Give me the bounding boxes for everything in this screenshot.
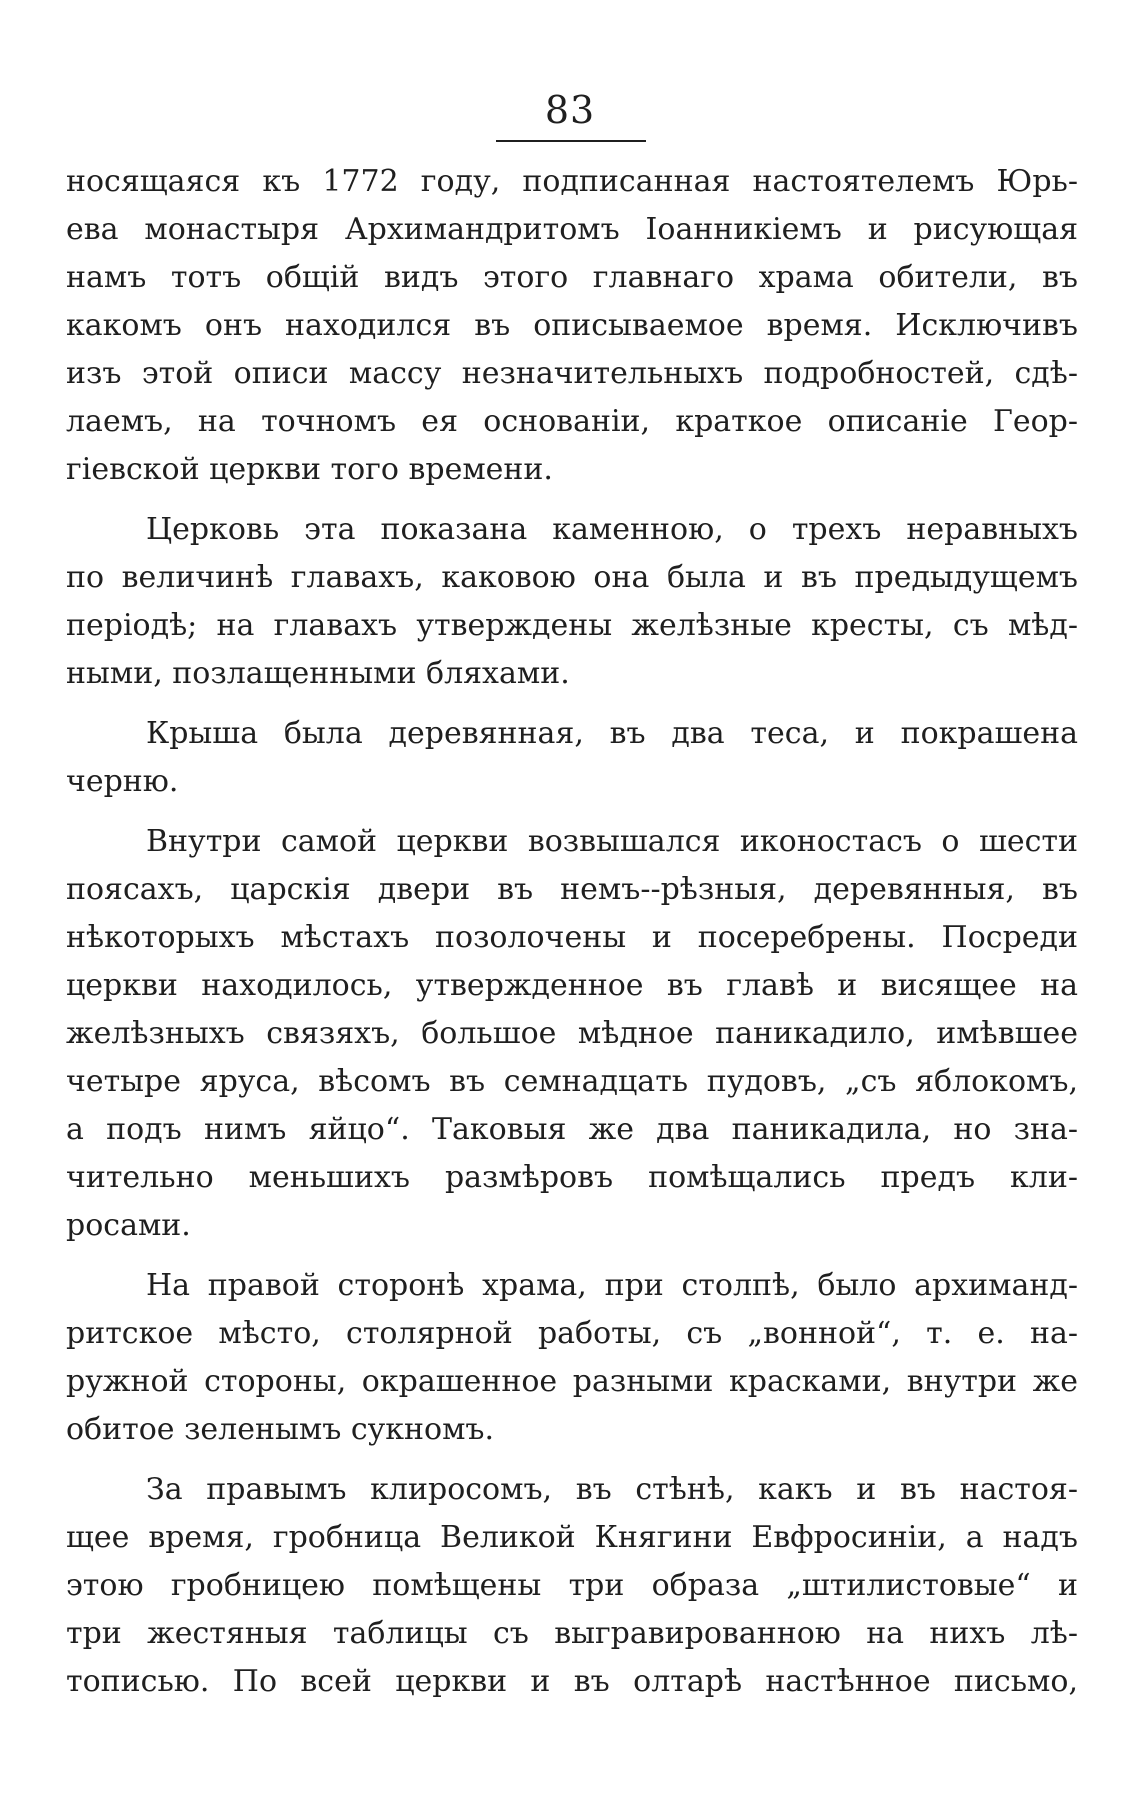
page-number-rule	[496, 140, 646, 142]
page-number: 83	[544, 88, 596, 132]
body-text	[66, 158, 1078, 1706]
text-line: поясахъ, царскія двери въ немъ--рѣзныя, деревянныя, въ	[66, 872, 1078, 907]
text-line: по величинѣ главахъ, каковою она была и въ предыдущемъ	[66, 560, 1078, 595]
text-line: этою гробницею помѣщены три образа „штилистовые“ и	[66, 1568, 1078, 1603]
text-line: обитое зеленымъ сукномъ.	[66, 1412, 495, 1447]
paragraph-gap	[66, 1250, 1078, 1262]
text-line: гіевской церкви того времени.	[66, 452, 553, 487]
text-line: лаемъ, на точномъ ея основаніи, краткое описаніе Геор-	[66, 404, 1078, 439]
paragraph-gap	[66, 698, 1078, 710]
text-line: Крыша была деревянная, въ два теса, и покрашена	[146, 716, 1078, 751]
text-line: желѣзныхъ связяхъ, большое мѣдное паникадило, имѣвшее	[66, 1016, 1078, 1051]
text-line: церкви находилось, утвержденное въ главѣ и висящее на	[66, 968, 1078, 1003]
text-line: ритское мѣсто, столярной работы, съ „вонной“, т. е. на-	[66, 1316, 1078, 1351]
text-line: періодѣ; на главахъ утверждены желѣзные кресты, съ мѣд-	[66, 608, 1078, 643]
text-line: чительно меньшихъ размѣровъ помѣщались предъ кли-	[66, 1160, 1078, 1195]
text-line: ными, позлащенными бляхами.	[66, 656, 570, 691]
text-line: изъ этой описи массу незначительныхъ подробностей, сдѣ-	[66, 356, 1078, 391]
text-line: какомъ онъ находился въ описываемое время. Исключивъ	[66, 308, 1078, 343]
text-line: четыре яруса, вѣсомъ въ семнадцать пудовъ, „съ яблокомъ,	[66, 1064, 1078, 1099]
text-line: тописью. По всей церкви и въ олтарѣ настѣнное письмо,	[66, 1664, 1078, 1699]
text-line: росами.	[66, 1208, 191, 1243]
text-line: три жестяныя таблицы съ выгравированною на нихъ лѣ-	[66, 1616, 1078, 1651]
text-line: ева монастыря Архимандритомъ Іоанникіемъ и рисующая	[66, 212, 1078, 247]
text-line: черню.	[66, 764, 179, 799]
text-line: Внутри самой церкви возвышался иконостасъ о шести	[146, 824, 1078, 859]
text-line: Церковь эта показана каменною, о трехъ неравныхъ	[146, 512, 1078, 547]
text-line: щее время, гробница Великой Княгини Евфросиніи, а надъ	[66, 1520, 1078, 1555]
paragraph-gap	[66, 806, 1078, 818]
paragraph-gap	[66, 494, 1078, 506]
text-line: носящаяся къ 1772 году, подписанная настоятелемъ Юрь-	[66, 164, 1078, 199]
text-line: ружной стороны, окрашенное разными красками, внутри же	[66, 1364, 1078, 1399]
text-line: нѣкоторыхъ мѣстахъ позолочены и посеребрены. Посреди	[66, 920, 1078, 955]
text-line: За правымъ клиросомъ, въ стѣнѣ, какъ и въ настоя-	[146, 1472, 1078, 1507]
text-line: а подъ нимъ яйцо“. Таковыя же два паникадила, но зна-	[66, 1112, 1078, 1147]
text-line: намъ тотъ общій видъ этого главнаго храма обители, въ	[66, 260, 1078, 295]
paragraph-gap	[66, 1454, 1078, 1466]
text-line: На правой сторонѣ храма, при столпѣ, было архиманд-	[146, 1268, 1078, 1303]
